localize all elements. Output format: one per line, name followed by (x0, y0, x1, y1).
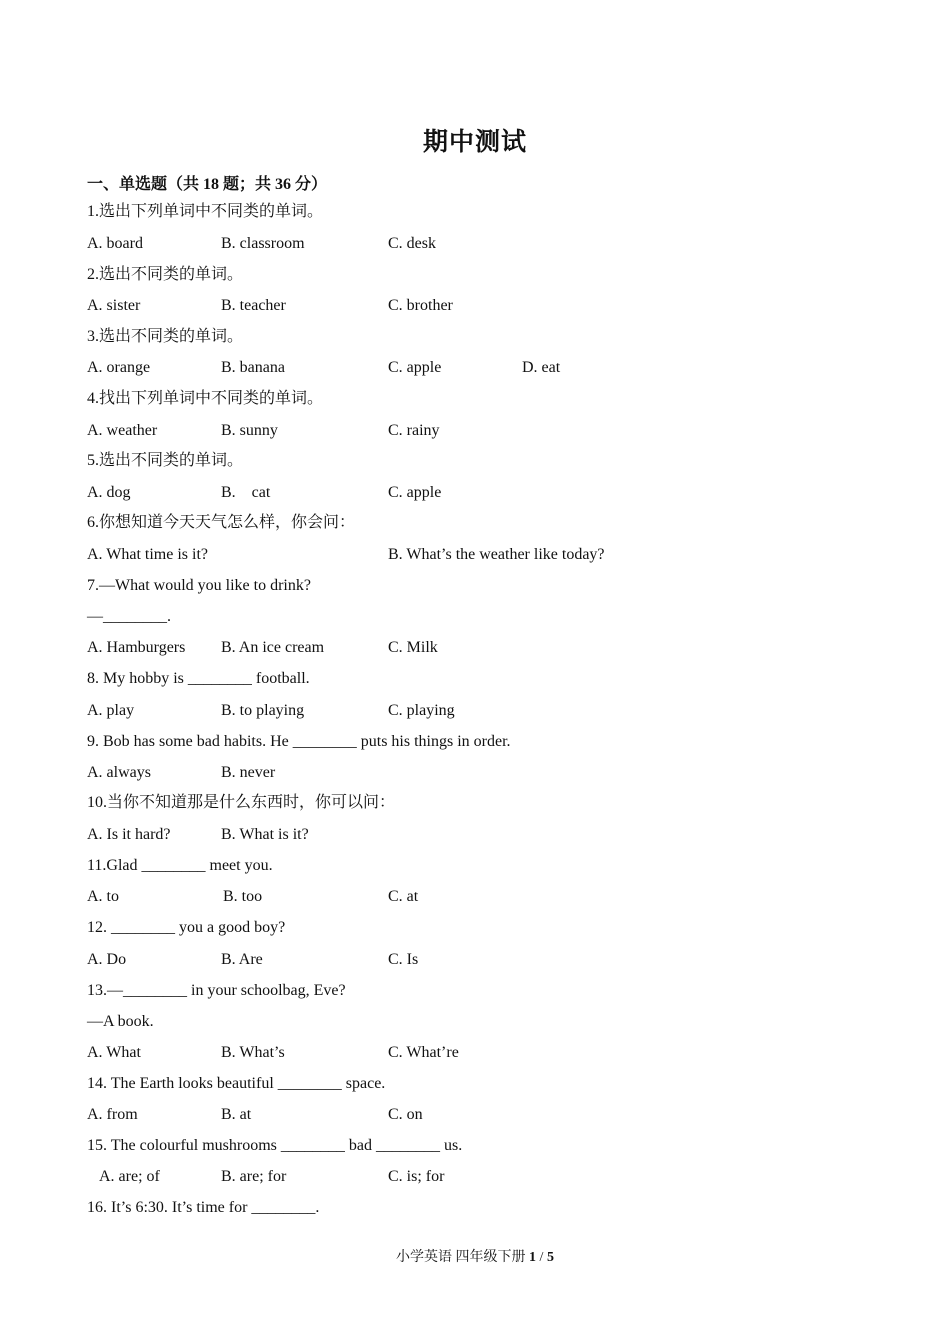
question-stem: 14. The Earth looks beautiful ________ space. (87, 1075, 386, 1092)
question-stem: 4.找出下列单词中不同类的单词。 (87, 390, 324, 407)
option-b: B. are; for (221, 1168, 287, 1185)
option-b: B. An ice cream (221, 639, 325, 656)
option-b: B. banana (221, 359, 285, 376)
option-a: A. from (87, 1106, 138, 1123)
question-stem: 5.选出不同类的单词。 (87, 452, 244, 469)
section-heading: 一、单选题（共 18 题；共 36 分） (87, 176, 328, 193)
option-a: A. Hamburgers (87, 639, 186, 656)
question-stem: 7.—What would you like to drink? (87, 577, 311, 594)
answer-line: —A book. (87, 1013, 154, 1030)
option-a: A. board (87, 235, 143, 252)
option-c: C. Is (388, 951, 419, 968)
option-a: A. dog (87, 484, 131, 501)
option-c: C. playing (388, 702, 455, 719)
question-stem: 8. My hobby is ________ football. (87, 670, 310, 687)
option-a: A. What time is it? (87, 546, 209, 563)
option-b: B. What is it? (221, 826, 309, 843)
option-b: B. at (221, 1106, 252, 1123)
question-stem: 15. The colourful mushrooms ________ bad ________ us. (87, 1137, 463, 1154)
question-stem: 16. It’s 6:30. It’s time for ________. (87, 1199, 320, 1216)
option-a: A. weather (87, 422, 158, 439)
question-stem: 3.选出不同类的单词。 (87, 328, 244, 345)
option-c: C. apple (388, 359, 442, 376)
footer-page-number: 1 (529, 1250, 537, 1265)
option-b: B. never (221, 764, 276, 781)
question-stem: 12. ________ you a good boy? (87, 919, 286, 936)
question-stem: 6.你想知道今天天气怎么样，你会问： (87, 514, 356, 531)
option-a: A. to (87, 888, 119, 905)
option-a: A. Is it hard? (87, 826, 171, 843)
option-c: C. is; for (388, 1168, 445, 1185)
option-a: A. orange (87, 359, 151, 376)
question-stem: 9. Bob has some bad habits. He ________ puts his things in order. (87, 733, 511, 750)
option-b: B. too (223, 888, 263, 905)
option-d: D. eat (522, 359, 561, 376)
option-b: B. cat (221, 484, 271, 501)
footer-separator: / (539, 1250, 544, 1265)
question-stem: 13.—________ in your schoolbag, Eve? (87, 982, 346, 999)
footer-subject: 小学英语 四年级下册 (396, 1250, 526, 1265)
option-a: A. are; of (99, 1168, 160, 1185)
option-c: C. What’re (388, 1044, 459, 1061)
option-c: C. desk (388, 235, 436, 252)
question-stem: 1.选出下列单词中不同类的单词。 (87, 203, 324, 220)
footer-page-total: 5 (546, 1250, 554, 1265)
option-c: C. rainy (388, 422, 440, 439)
option-a: A. always (87, 764, 151, 781)
question-stem: 11.Glad ________ meet you. (87, 857, 273, 874)
option-b: B. What’s the weather like today? (388, 546, 605, 563)
option-c: C. Milk (388, 639, 438, 656)
option-b: B. classroom (221, 235, 305, 252)
option-b: B. to playing (221, 702, 305, 719)
option-a: A. sister (87, 297, 141, 314)
option-c: C. brother (388, 297, 453, 314)
option-a: A. play (87, 702, 135, 719)
page-footer (0, 1246, 950, 1266)
option-c: C. at (388, 888, 419, 905)
question-stem: 2.选出不同类的单词。 (87, 266, 244, 283)
option-c: C. on (388, 1106, 423, 1123)
answer-blank-line: —________. (87, 608, 171, 625)
option-a: A. Do (87, 951, 127, 968)
option-b: B. What’s (221, 1044, 285, 1061)
question-stem: 10.当你不知道那是什么东西时，你可以问： (87, 794, 396, 811)
option-b: B. teacher (221, 297, 286, 314)
option-b: B. sunny (221, 422, 278, 439)
option-c: C. apple (388, 484, 442, 501)
option-b: B. Are (221, 951, 263, 968)
page-title: 期中测试 (422, 129, 527, 156)
option-a: A. What (87, 1044, 141, 1061)
